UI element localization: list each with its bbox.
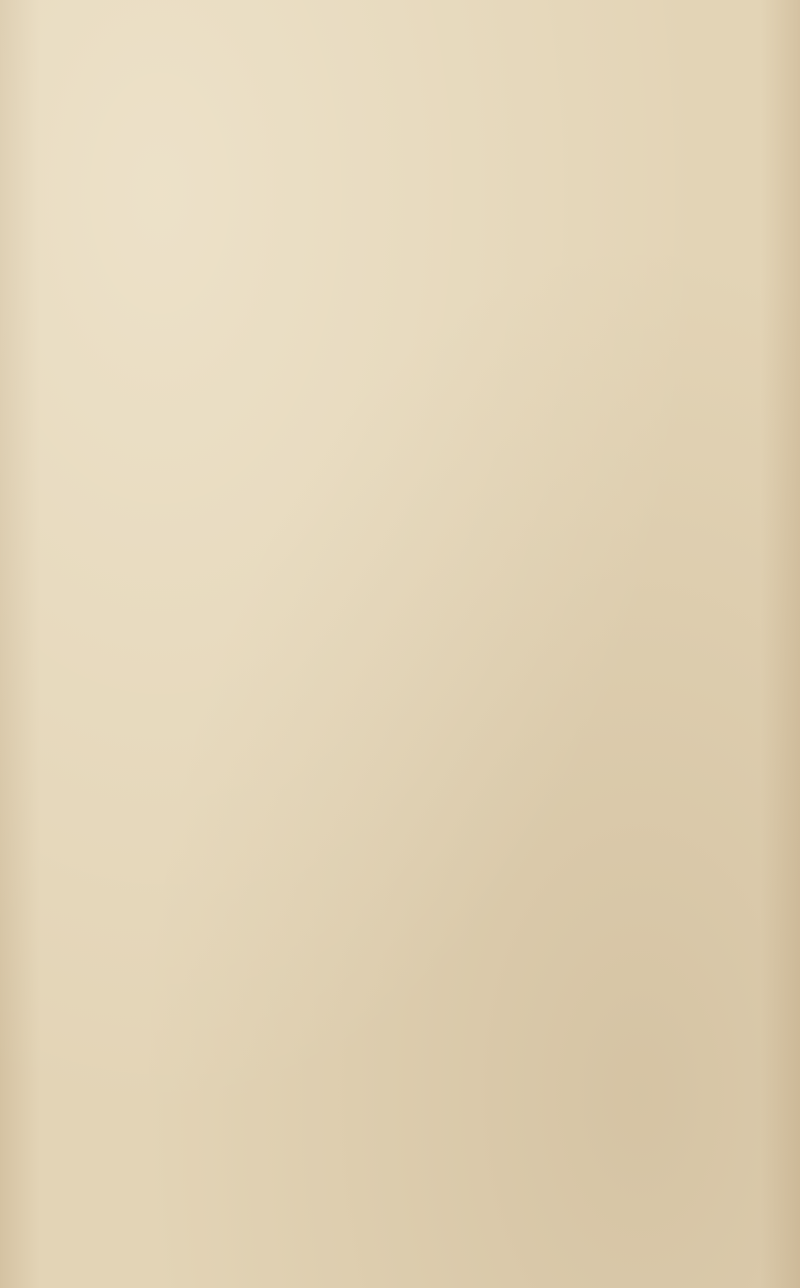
running-header xyxy=(118,74,704,102)
section-heading xyxy=(0,939,800,969)
